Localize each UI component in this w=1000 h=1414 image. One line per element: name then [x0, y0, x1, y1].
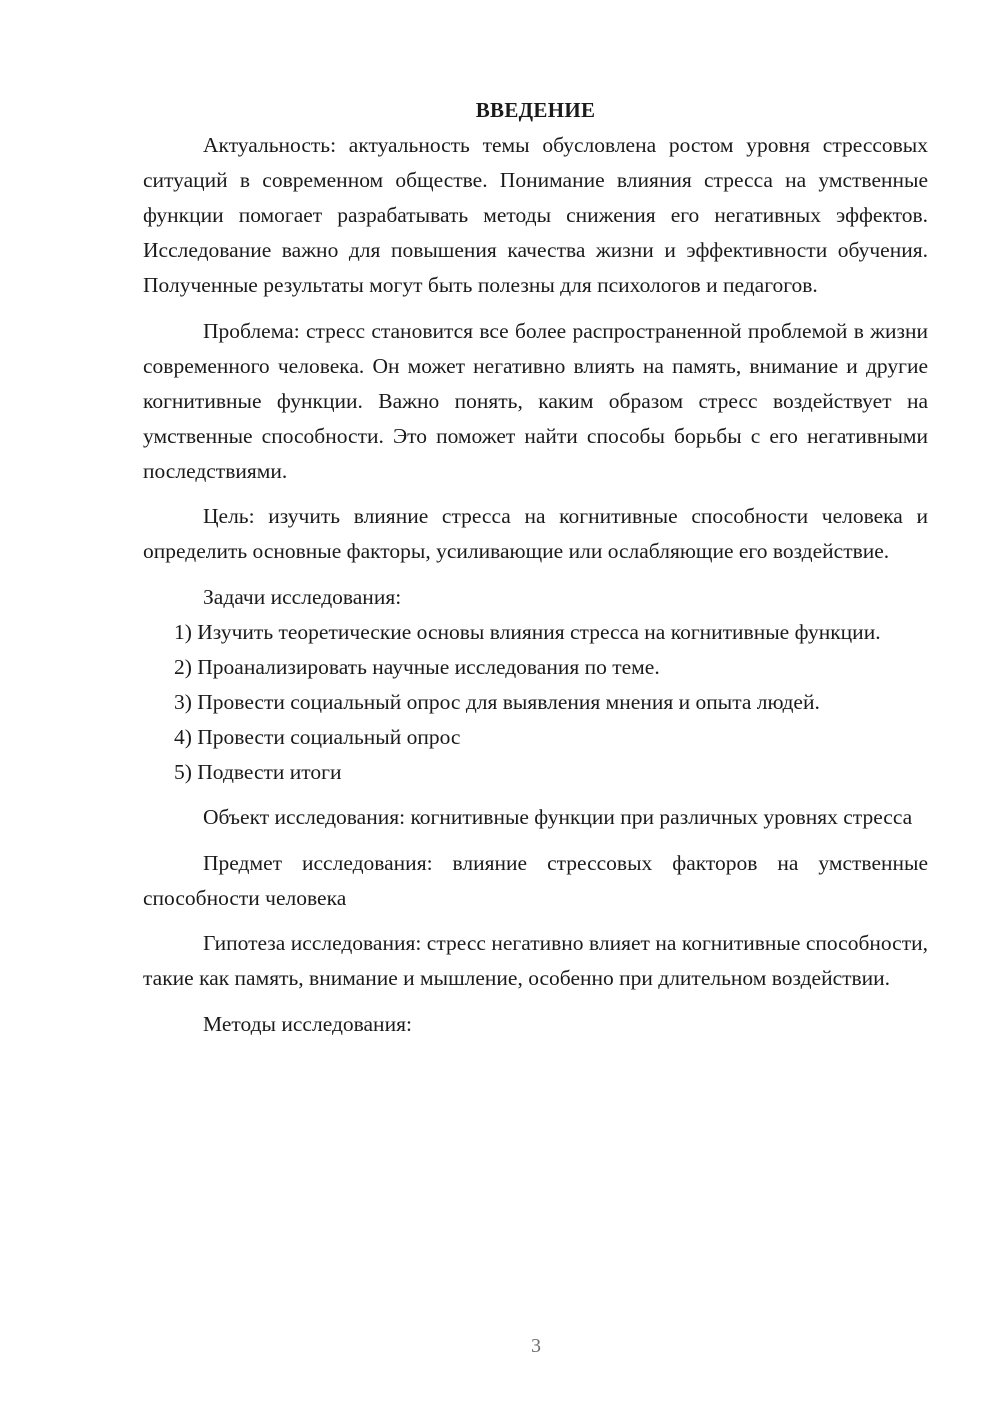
goal-paragraph: Цель: изучить влияние стресса на когнитивные способности человека и определить основные факторы, усиливающие или ослабляющие его воздействие. [143, 504, 928, 563]
document-page [143, 93, 928, 1042]
list-item: 5) Подвести итоги [174, 759, 342, 784]
object-paragraph: Объект исследования: когнитивные функции при различных уровнях стресса [203, 805, 913, 829]
problem-paragraph: Проблема: стресс становится все более распространенной проблемой в жизни современного человека. Он может негативно влиять на память, внимание и другие когнитивные функции. Важно понять, каким образом стресс воздействует на умственные способности. Это поможет найти способы борьбы с его негативными последствиями. [143, 318, 928, 483]
list-item: 2) Проанализировать научные исследования по теме. [174, 654, 660, 679]
list-item: 4) Провести социальный опрос [174, 724, 461, 749]
hypothesis-paragraph: Гипотеза исследования: стресс негативно влияет на когнитивные способности, такие как память, внимание и мышление, особенно при длительном воздействии. [143, 931, 928, 990]
relevance-paragraph: Актуальность: актуальность темы обусловлена ростом уровня стрессовых ситуаций в современном обществе. Понимание влияния стресса на умственные функции помогает разрабатывать методы снижения его негативных эффектов. Исследование важно для повышения качества жизни и эффективности обучения. Полученные результаты могут быть полезны для психологов и педагогов. [143, 133, 928, 297]
page-number: 3 [531, 1335, 541, 1357]
methods-heading: Методы исследования: [203, 1011, 412, 1036]
subject-paragraph: Предмет исследования: влияние стрессовых факторов на умственные способности человека [143, 850, 928, 910]
tasks-heading: Задачи исследования: [203, 584, 402, 609]
list-item: 3) Провести социальный опрос для выявления мнения и опыта людей. [174, 689, 820, 714]
page-title: ВВЕДЕНИЕ [475, 98, 596, 122]
list-item: 1) Изучить теоретические основы влияния стресса на когнитивные функции. [174, 619, 881, 644]
